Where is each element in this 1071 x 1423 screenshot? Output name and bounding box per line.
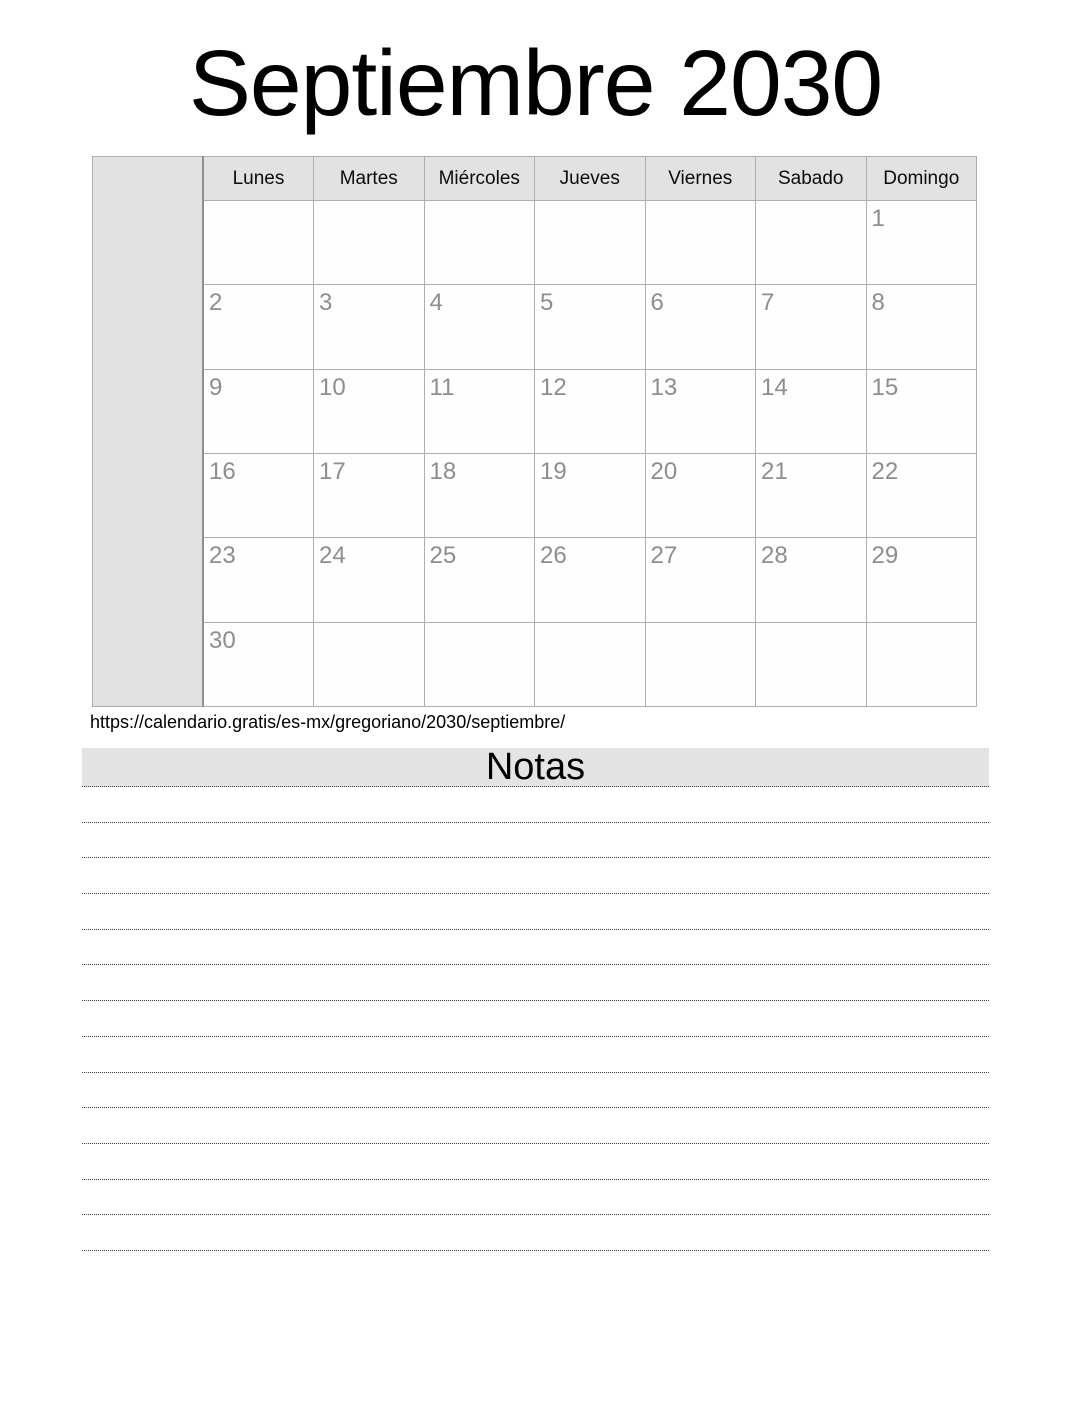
weekday-header: Viernes <box>645 157 756 201</box>
page-title: Septiembre 2030 <box>188 31 883 135</box>
weekday-header: Lunes <box>203 157 314 201</box>
day-cell-19: 19 <box>535 453 646 537</box>
day-cell-empty <box>314 201 425 285</box>
day-cell-1: 1 <box>866 201 977 285</box>
note-line <box>82 1144 989 1180</box>
day-cell-20: 20 <box>645 453 756 537</box>
week-row <box>93 369 977 453</box>
day-cell-10: 10 <box>314 369 425 453</box>
day-cell-11: 11 <box>424 369 535 453</box>
day-cell-empty <box>645 201 756 285</box>
day-cell-25: 25 <box>424 538 535 622</box>
note-line <box>82 858 989 894</box>
note-line <box>82 930 989 966</box>
day-cell-26: 26 <box>535 538 646 622</box>
day-cell-4: 4 <box>424 285 535 369</box>
calendar-table <box>92 156 977 707</box>
day-cell-24: 24 <box>314 538 425 622</box>
weekday-header: Jueves <box>535 157 646 201</box>
weekday-header: Martes <box>314 157 425 201</box>
day-cell-empty <box>535 201 646 285</box>
day-cell-empty <box>645 622 756 706</box>
day-cell-7: 7 <box>756 285 867 369</box>
notes-lines <box>82 787 989 1251</box>
day-cell-empty <box>756 622 867 706</box>
note-line <box>82 823 989 859</box>
notes-title: Notas <box>82 748 989 787</box>
day-cell-empty <box>756 201 867 285</box>
week-row <box>93 201 977 285</box>
day-cell-5: 5 <box>535 285 646 369</box>
note-line <box>82 1108 989 1144</box>
day-cell-2: 2 <box>203 285 314 369</box>
day-cell-6: 6 <box>645 285 756 369</box>
weekday-header: Sabado <box>756 157 867 201</box>
day-cell-30: 30 <box>203 622 314 706</box>
day-cell-empty <box>424 201 535 285</box>
day-cell-16: 16 <box>203 453 314 537</box>
day-cell-29: 29 <box>866 538 977 622</box>
day-cell-12: 12 <box>535 369 646 453</box>
note-line <box>82 787 989 823</box>
day-cell-empty <box>314 622 425 706</box>
day-cell-empty <box>866 622 977 706</box>
day-cell-14: 14 <box>756 369 867 453</box>
note-line <box>82 1073 989 1109</box>
day-cell-18: 18 <box>424 453 535 537</box>
day-cell-3: 3 <box>314 285 425 369</box>
day-cell-21: 21 <box>756 453 867 537</box>
day-cell-empty <box>424 622 535 706</box>
source-url: https://calendario.gratis/es-mx/gregoriano/2030/septiembre/ <box>90 712 566 732</box>
weekday-header-row <box>93 157 977 201</box>
note-line <box>82 1001 989 1037</box>
note-line <box>82 1037 989 1073</box>
note-line <box>82 894 989 930</box>
week-row <box>93 622 977 706</box>
note-line <box>82 1215 989 1251</box>
day-cell-empty <box>203 201 314 285</box>
note-line <box>82 965 989 1001</box>
notes-section <box>82 748 989 1251</box>
day-cell-empty <box>535 622 646 706</box>
week-row <box>93 538 977 622</box>
note-line <box>82 1180 989 1216</box>
day-cell-27: 27 <box>645 538 756 622</box>
day-cell-8: 8 <box>866 285 977 369</box>
day-cell-13: 13 <box>645 369 756 453</box>
day-cell-22: 22 <box>866 453 977 537</box>
weekday-header: Domingo <box>866 157 977 201</box>
week-row <box>93 285 977 369</box>
week-number-column <box>93 157 204 707</box>
day-cell-15: 15 <box>866 369 977 453</box>
day-cell-9: 9 <box>203 369 314 453</box>
week-row <box>93 453 977 537</box>
day-cell-17: 17 <box>314 453 425 537</box>
day-cell-23: 23 <box>203 538 314 622</box>
day-cell-28: 28 <box>756 538 867 622</box>
weekday-header: Miércoles <box>424 157 535 201</box>
